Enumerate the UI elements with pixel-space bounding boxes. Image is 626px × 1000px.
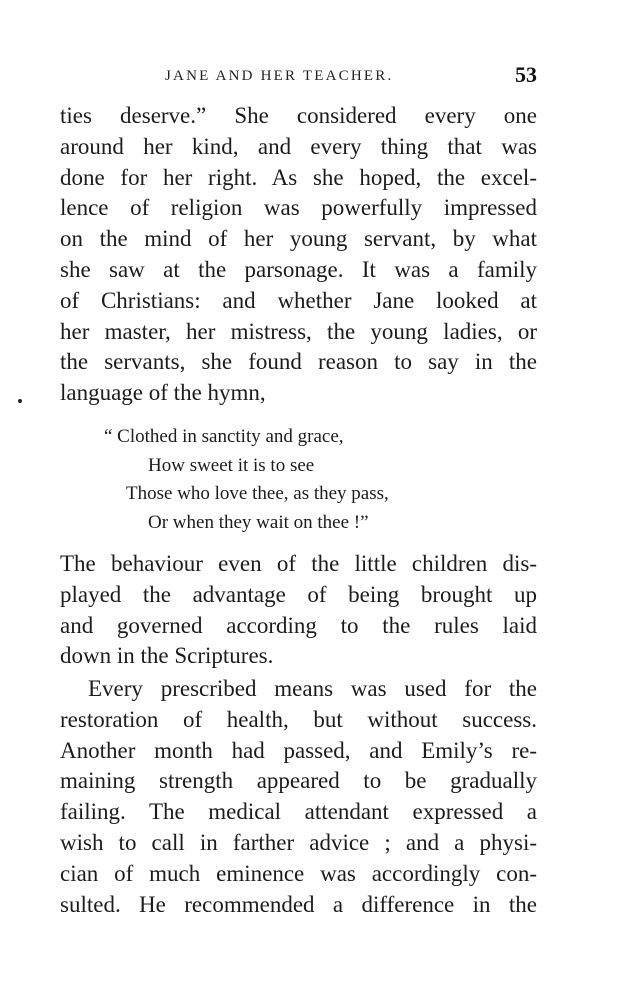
verse-line: How sweet it is to see (148, 454, 315, 476)
text-line: maining strength appeared to be gradually (60, 768, 537, 794)
verse-block (0, 423, 626, 537)
text-line: cian of much eminence was accordingly con- (60, 860, 537, 886)
running-head (60, 62, 537, 96)
text-line: played the advantage of being brought up (60, 581, 537, 607)
text-line: ties deserve.” She considered every one (60, 103, 537, 128)
text-line: done for her right. As she hoped, the excel- (60, 164, 537, 190)
text-line: Every prescribed means was used for the (88, 676, 537, 701)
paragraph-1 (60, 101, 537, 409)
text-line: around her kind, and every thing that was (60, 133, 537, 159)
verse-line: Those who love thee, as they pass, (126, 483, 389, 504)
text-line: The behaviour even of the little children dis- (60, 551, 537, 576)
text-line: lence of religion was powerfully impressed (60, 195, 537, 221)
print-speck (18, 399, 22, 403)
text-line: wish to call in farther advice ; and a physi- (60, 829, 537, 855)
text-line: down in the Scriptures. (60, 643, 274, 669)
text-line: Another month had passed, and Emily’s re- (60, 737, 537, 763)
paragraph-3 (60, 674, 537, 920)
text-line: restoration of health, but without success. (60, 706, 537, 732)
page-number: 53 (515, 62, 537, 87)
text-line: sulted. He recommended a difference in the (60, 891, 537, 917)
text-line: failing. The medical attendant expressed a (60, 799, 537, 825)
text-line: and governed according to the rules laid (60, 612, 537, 638)
paragraph-2 (60, 549, 537, 672)
text-line: her master, her mistress, the young ladies, or (60, 318, 537, 344)
text-line: of Christians: and whether Jane looked at (60, 287, 537, 313)
text-line: she saw at the parsonage. It was a family (60, 256, 537, 282)
verse-line: “ Clothed in sanctity and grace, (104, 426, 344, 447)
verse-line: Or when they wait on thee !” (148, 511, 369, 533)
text-line: on the mind of her young servant, by what (60, 226, 537, 252)
running-title: JANE AND HER TEACHER. (165, 68, 394, 84)
text-line: language of the hymn, (60, 380, 266, 406)
text-line: the servants, she found reason to say in the (60, 349, 537, 375)
